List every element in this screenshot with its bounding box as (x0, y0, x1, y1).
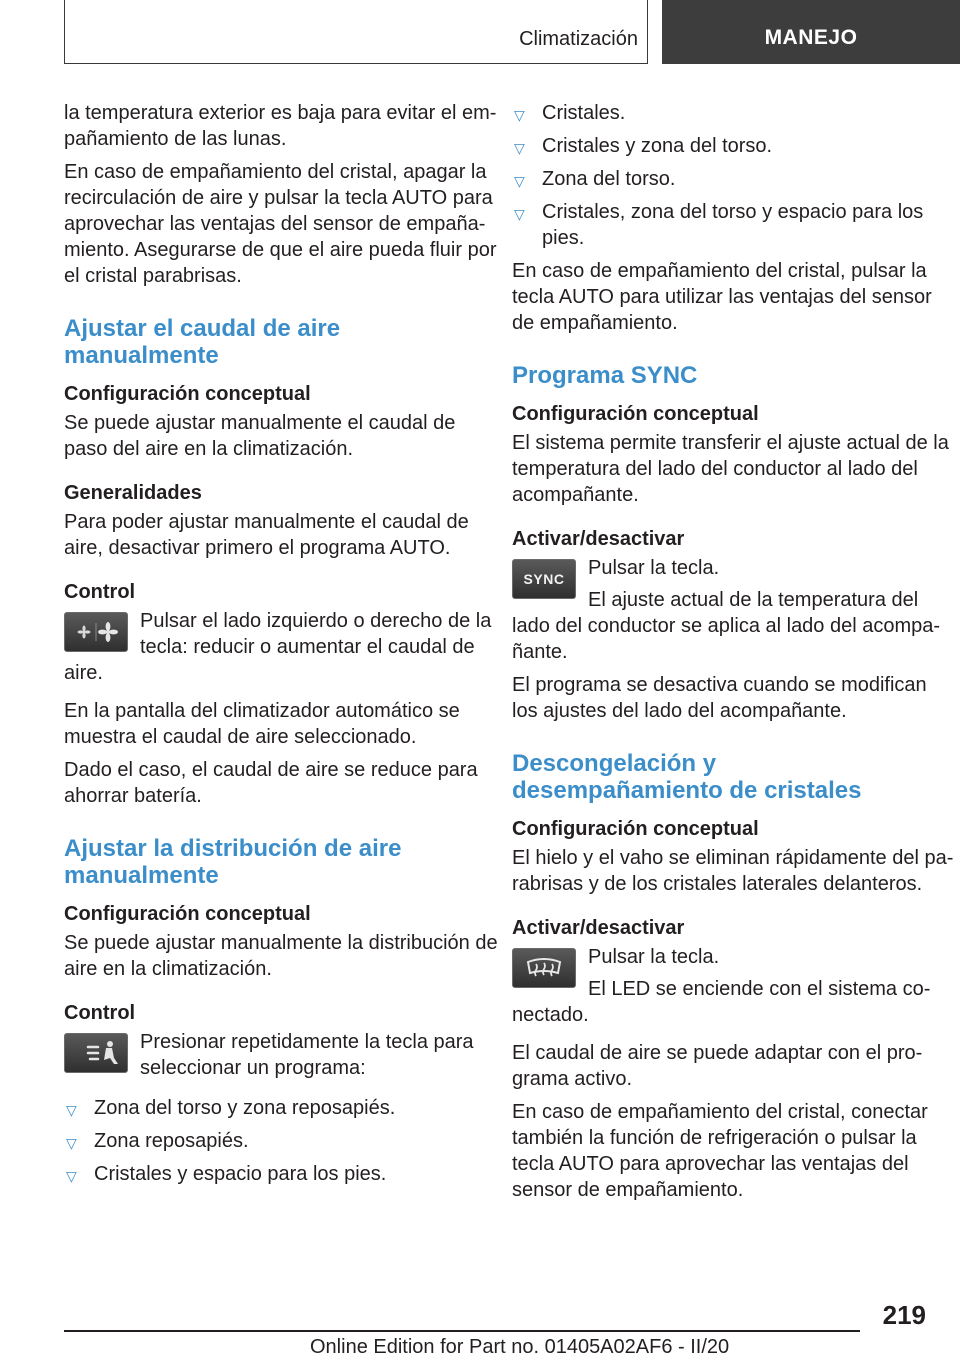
paragraph: El hielo y el vaho se eliminan rápidamente del pa- rabrisas y de los cristales laterales delanteros. (512, 847, 954, 895)
triangle-bullet-icon: ▽ (66, 1135, 77, 1151)
paragraph: En caso de empañamiento del cristal, apagar la recirculación de aire y pulsar la tecla AUTO para aprovechar las ventajas del sensor de empaña- miento. Asegurarse de que el aire pueda fluir por el cristal parabrisas. (64, 161, 497, 287)
subheading: Configuración conceptual (512, 818, 759, 840)
triangle-bullet-icon: ▽ (514, 206, 525, 222)
paragraph: Para poder ajustar manualmente el caudal de aire, desactivar primero el programa AUTO. (64, 511, 469, 559)
control-block (64, 1029, 478, 1081)
sync-button-icon (512, 559, 576, 599)
list-item: ▽ Zona del torso y zona reposapiés. (64, 1095, 478, 1121)
list-item: ▽ Cristales y espacio para los pies. (64, 1161, 478, 1187)
paragraph: En caso de empañamiento del cristal, conectar también la función de refrigeración o pulsar la tecla AUTO para aprovechar las ventajas del sensor de empañamiento. (512, 1101, 928, 1201)
paragraph: Se puede ajustar manualmente la distribución de aire en la climatización. (64, 932, 498, 980)
heading-caudal: Ajustar el caudal de aire manualmente (64, 315, 341, 369)
program-list (64, 1095, 478, 1187)
control-block (64, 608, 492, 686)
subheading: Configuración conceptual (512, 403, 759, 425)
subheading: Control (64, 581, 136, 603)
heading-sync: Programa SYNC (512, 362, 698, 389)
paragraph: El LED se enciende con el sistema co- (588, 978, 931, 1000)
footer-divider (64, 1330, 860, 1332)
paragraph: En caso de empañamiento del cristal, pulsar la tecla AUTO para utilizar las ventajas del sensor de empañamiento. (512, 260, 932, 334)
heading-distribucion: Ajustar la distribución de aire manualmente (64, 835, 402, 889)
paragraph: lado del conductor se aplica al lado del acompa- ñante. (512, 615, 941, 663)
triangle-bullet-icon: ▽ (514, 173, 525, 189)
left-column (64, 100, 498, 1194)
fan-speed-button-icon (64, 612, 128, 652)
subheading: Configuración conceptual (64, 903, 311, 925)
program-list (512, 100, 926, 251)
control-block (512, 555, 941, 665)
edition-note: Online Edition for Part no. 01405A02AF6 - II/20 (310, 1336, 730, 1358)
triangle-bullet-icon: ▽ (514, 140, 525, 156)
paragraph: El sistema permite transferir el ajuste actual de la temperatura del lado del conductor al lado del acompañante. (512, 432, 949, 506)
triangle-bullet-icon: ▽ (66, 1168, 77, 1184)
paragraph: Se puede ajustar manualmente el caudal de paso del aire en la climatización. (64, 412, 456, 460)
defrost-button-icon (512, 948, 576, 988)
right-column (512, 100, 954, 1210)
paragraph: Pulsar el lado izquierdo o derecho de la tecla: reducir o aumentar el caudal de (140, 610, 492, 658)
paragraph: El programa se desactiva cuando se modifican los ajustes del lado del acompañante. (512, 674, 927, 722)
page-number: 219 (882, 1300, 926, 1330)
triangle-bullet-icon: ▽ (514, 107, 525, 123)
paragraph: aire. (64, 662, 103, 684)
sync-button-label: SYNC (523, 571, 565, 587)
air-distribution-button-icon (64, 1033, 128, 1073)
list-item: ▽ Cristales, zona del torso y espacio para los pies. (514, 201, 924, 249)
paragraph: la temperatura exterior es baja para evitar el em- pañamiento de las lunas. (64, 102, 497, 150)
chapter-tab: MANEJO (662, 0, 960, 64)
paragraph: Pulsar la tecla. (588, 557, 720, 579)
paragraph: Pulsar la tecla. (588, 946, 720, 968)
list-item: ▽ Cristales y zona del torso. (512, 133, 926, 159)
section-title: Climatización (519, 28, 638, 50)
subheading: Generalidades (64, 482, 202, 504)
control-block (512, 944, 931, 1028)
paragraph: El caudal de aire se puede adaptar con el pro- grama activo. (512, 1042, 923, 1090)
subheading: Configuración conceptual (64, 383, 311, 405)
paragraph: nectado. (512, 1004, 589, 1026)
heading-defrost: Descongelación y desempañamiento de cristales (512, 750, 862, 804)
paragraph: El ajuste actual de la temperatura del (588, 589, 919, 611)
paragraph: Dado el caso, el caudal de aire se reduce para ahorrar batería. (64, 759, 478, 807)
subheading: Activar/desactivar (512, 528, 685, 550)
triangle-bullet-icon: ▽ (66, 1102, 77, 1118)
list-item: ▽ Zona del torso. (512, 166, 926, 192)
paragraph: En la pantalla del climatizador automático se muestra el caudal de aire seleccionado. (64, 700, 460, 748)
paragraph: Presionar repetidamente la tecla para seleccionar un programa: (140, 1031, 474, 1079)
subheading: Activar/desactivar (512, 917, 685, 939)
list-item: ▽ Zona reposapiés. (64, 1128, 478, 1154)
subheading: Control (64, 1002, 136, 1024)
list-item: ▽ Cristales. (512, 100, 926, 126)
